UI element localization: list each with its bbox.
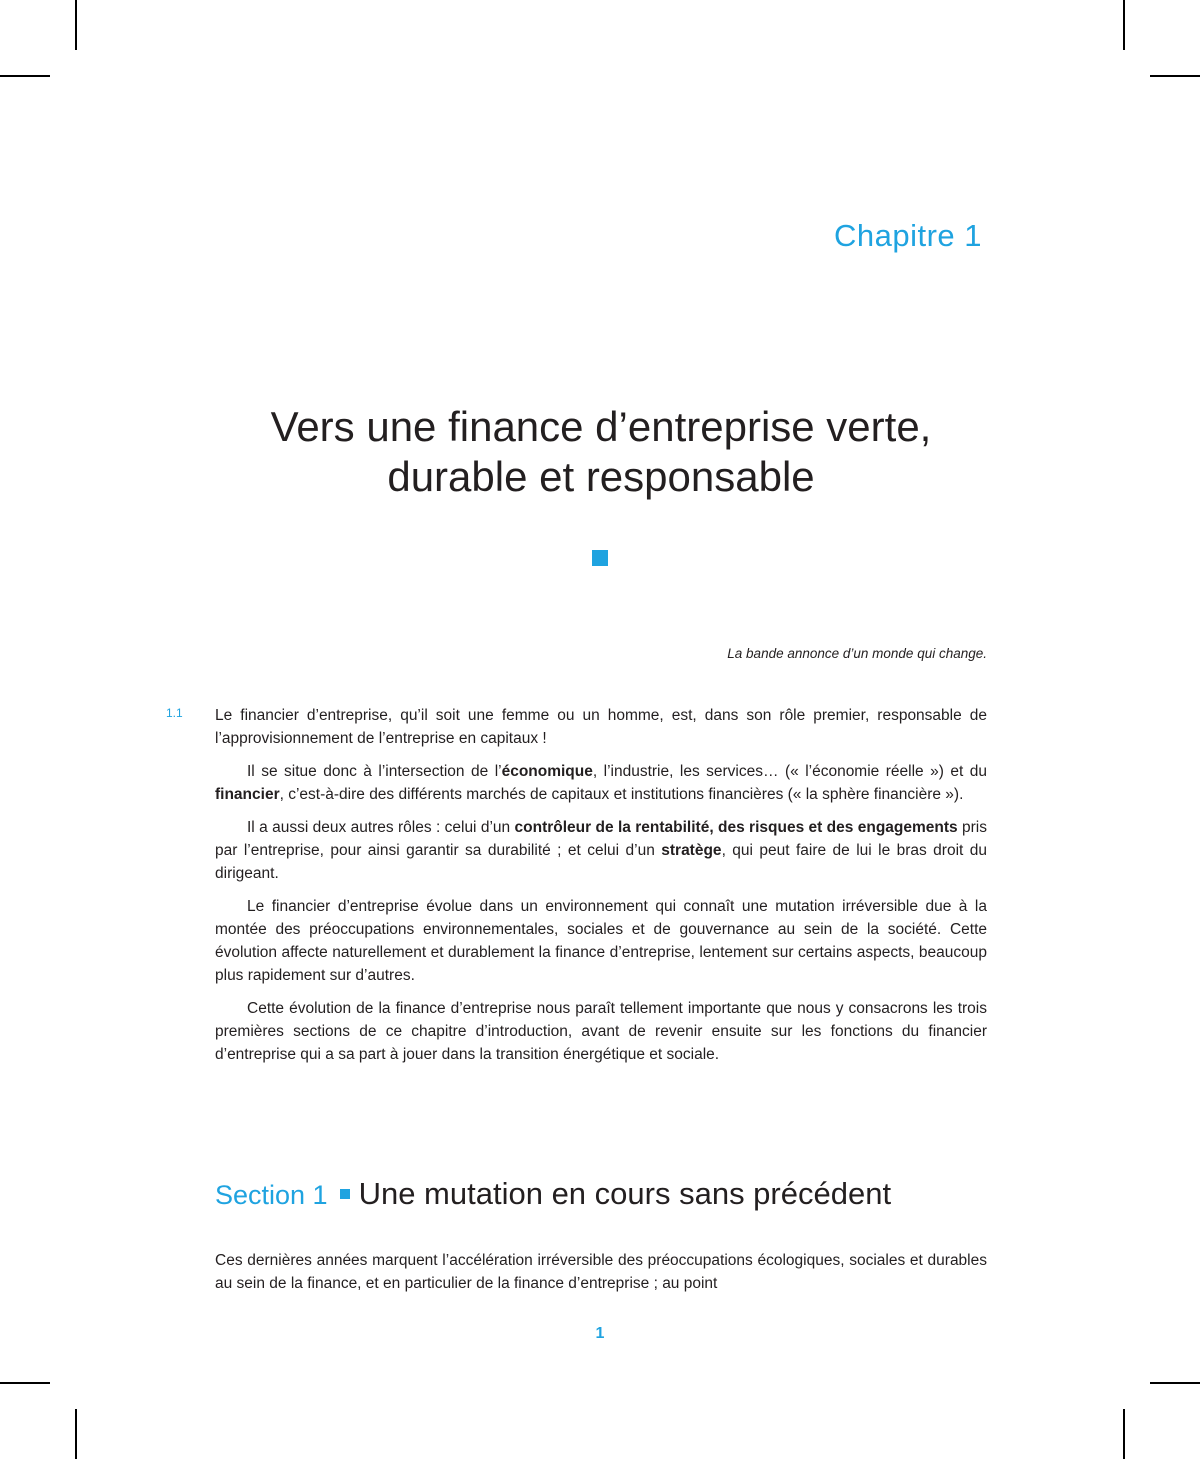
crop-mark: [1123, 0, 1125, 50]
page-number: 1: [595, 1325, 605, 1342]
crop-mark: [0, 75, 50, 77]
epigraph: La bande annonce d’un monde qui change.: [727, 646, 987, 661]
chapter-title-line: durable et responsable: [387, 453, 815, 500]
section-title: Une mutation en cours sans précédent: [358, 1176, 892, 1211]
crop-mark: [1150, 1382, 1200, 1384]
ornament-square-icon: [592, 550, 608, 566]
section-heading: [215, 1176, 891, 1212]
paragraph-number: 1.1: [166, 706, 183, 720]
paragraph: Le financier d’entreprise évolue dans un environnement qui connaît une mutation irréversible due à la montée des préoccupations environnementales, sociales et de gouvernance au sein de la société. Cette évolution affecte naturellement et durablement la finance d’entreprise, lentement sur certains aspects, beaucoup plus rapidement sur d’autres.: [215, 898, 987, 984]
paragraph: Il se situe donc à l’intersection de l’économique, l’industrie, les services… (« l’économie réelle ») et du financier, c’est-à-dire des différents marchés de capitaux et institutions financières (« la sphère financière »).: [215, 763, 987, 803]
section-body: [215, 1249, 987, 1305]
chapter-title: [215, 402, 987, 502]
chapter-title-line: Vers une finance d’entreprise verte,: [270, 403, 932, 450]
section-label: Section 1: [215, 1180, 328, 1210]
chapter-body: [215, 704, 987, 1076]
crop-mark: [75, 0, 77, 50]
crop-mark: [1150, 75, 1200, 77]
paragraph: Ces dernières années marquent l’accélération irréversible des préoccupations écologiques, sociales et durables au sein de la finance, et en particulier de la finance d’entreprise ; au point: [215, 1252, 987, 1292]
crop-mark: [0, 1382, 50, 1384]
paragraph: Cette évolution de la finance d’entreprise nous paraît tellement importante que nous y consacrons les trois premières sections de ce chapitre d’introduction, avant de revenir ensuite sur les fonctions du financier d’entreprise qui a sa part à jouer dans la transition énergétique et sociale.: [215, 1000, 987, 1063]
paragraph: Le financier d’entreprise, qu’il soit une femme ou un homme, est, dans son rôle premier, responsable de l’approvisionnement de l’entreprise en capitaux !: [215, 707, 987, 747]
paragraph: Il a aussi deux autres rôles : celui d’un contrôleur de la rentabilité, des risques et des engagements pris par l’entreprise, pour ainsi garantir sa durabilité ; et celui d’un stratège, qui peut faire de lui le bras droit du dirigeant.: [215, 819, 987, 882]
section-square-icon: [340, 1189, 350, 1199]
chapter-label: Chapitre 1: [833, 218, 982, 253]
crop-mark: [1123, 1409, 1125, 1459]
crop-mark: [75, 1409, 77, 1459]
